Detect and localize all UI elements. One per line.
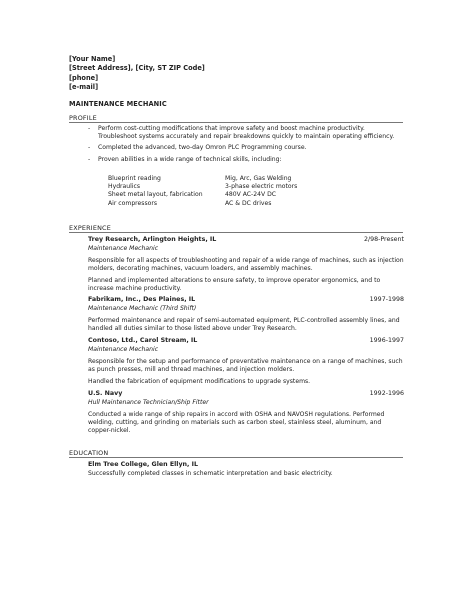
job-role: Hull Maintenance Technician/Ship Fitter bbox=[88, 398, 209, 406]
skill-item: Hydraulics bbox=[108, 183, 141, 191]
skills-row bbox=[108, 200, 368, 208]
profile-bullet: - Completed the advanced, two-day Omron PLC Programming course. bbox=[88, 144, 404, 152]
job-company: Trey Research, Arlington Heights, IL bbox=[88, 236, 217, 243]
education-detail: Successfully completed classes in schematic interpretation and basic electricity. bbox=[88, 469, 333, 477]
profile-bullet: - Perform cost-cutting modifications that improve safety and boost machine productivity. Troubleshoot systems accurately and repair breakdowns quickly to maintain operating efficiency. bbox=[88, 125, 404, 141]
job-entry bbox=[88, 236, 404, 298]
education-divider bbox=[69, 457, 403, 458]
job-role: Maintenance Mechanic bbox=[88, 244, 159, 252]
job-description: Conducted a wide range of ship repairs in accord with OSHA and NAVOSH regulations. Performed welding, cutting, and grinding on materials such as carbon steel, stainless steel, aluminum, and copper-nickel. bbox=[88, 410, 385, 435]
job-description: Handled the fabrication of equipment modifications to upgrade systems. bbox=[88, 378, 311, 386]
contact-block bbox=[69, 55, 205, 93]
job-entry bbox=[88, 390, 404, 439]
education-heading: EDUCATION bbox=[69, 449, 109, 457]
profile-bullets bbox=[88, 125, 404, 167]
resume-title: MAINTENANCE MECHANIC bbox=[69, 100, 167, 108]
skill-item: Sheet metal layout, fabrication bbox=[108, 191, 203, 199]
skill-item: Mig, Arc, Gas Welding bbox=[225, 175, 292, 182]
job-dates: 1996-1997 bbox=[369, 337, 404, 344]
job-company: Contoso, Ltd., Carol Stream, IL bbox=[88, 337, 198, 344]
contact-email: [e-mail] bbox=[69, 83, 99, 92]
job-description: Planned and implemented alterations to ensure safety, to improve operator ergonomics, and to increase machine productivity. bbox=[88, 277, 381, 293]
skill-item: 3-phase electric motors bbox=[225, 183, 298, 191]
contact-address: [Street Address], [City, ST ZIP Code] bbox=[69, 64, 205, 73]
profile-divider bbox=[69, 122, 403, 123]
job-description: Responsible for the setup and performance of preventative maintenance on a range of machines, such as punch presses, mill and thread machines, and injection molders. bbox=[88, 357, 403, 373]
job-entry bbox=[88, 296, 404, 337]
profile-heading: PROFILE bbox=[69, 114, 97, 122]
job-company: U.S. Navy bbox=[88, 390, 123, 397]
contact-name: [Your Name] bbox=[69, 55, 116, 63]
job-dates: 1992-1996 bbox=[369, 390, 404, 397]
skills-row bbox=[108, 175, 368, 183]
skills-row bbox=[108, 191, 368, 199]
experience-heading: EXPERIENCE bbox=[69, 224, 111, 232]
job-description: Performed maintenance and repair of semi-automated equipment, PLC-controlled assembly lines, and handled all duties similar to those listed above under Trey Research. bbox=[88, 316, 400, 332]
skill-item: Blueprint reading bbox=[108, 175, 161, 182]
job-role: Maintenance Mechanic bbox=[88, 345, 159, 353]
job-dates: 2/98-Present bbox=[363, 236, 404, 243]
skill-item: 480V AC-24V DC bbox=[225, 191, 277, 199]
education-school: Elm Tree College, Glen Ellyn, IL bbox=[88, 461, 198, 468]
skills-table bbox=[108, 175, 368, 208]
experience-divider bbox=[69, 232, 403, 233]
job-description: Responsible for all aspects of troubleshooting and repair of a wide range of machines, such as injection molders, decorating machines, vacuum loaders, and assembly machines. bbox=[88, 256, 404, 272]
education-entry bbox=[88, 461, 404, 482]
profile-bullet: - Proven abilities in a wide range of technical skills, including: bbox=[88, 156, 404, 164]
job-dates: 1997-1998 bbox=[369, 296, 404, 303]
job-role: Maintenance Mechanic (Third Shift) bbox=[88, 304, 197, 312]
skills-row bbox=[108, 183, 368, 191]
contact-phone: [phone] bbox=[69, 73, 99, 82]
skill-item: Air compressors bbox=[108, 199, 158, 207]
job-entry bbox=[88, 337, 404, 390]
job-company: Fabrikam, Inc., Des Plaines, IL bbox=[88, 296, 196, 303]
skill-item: AC & DC drives bbox=[225, 199, 272, 207]
